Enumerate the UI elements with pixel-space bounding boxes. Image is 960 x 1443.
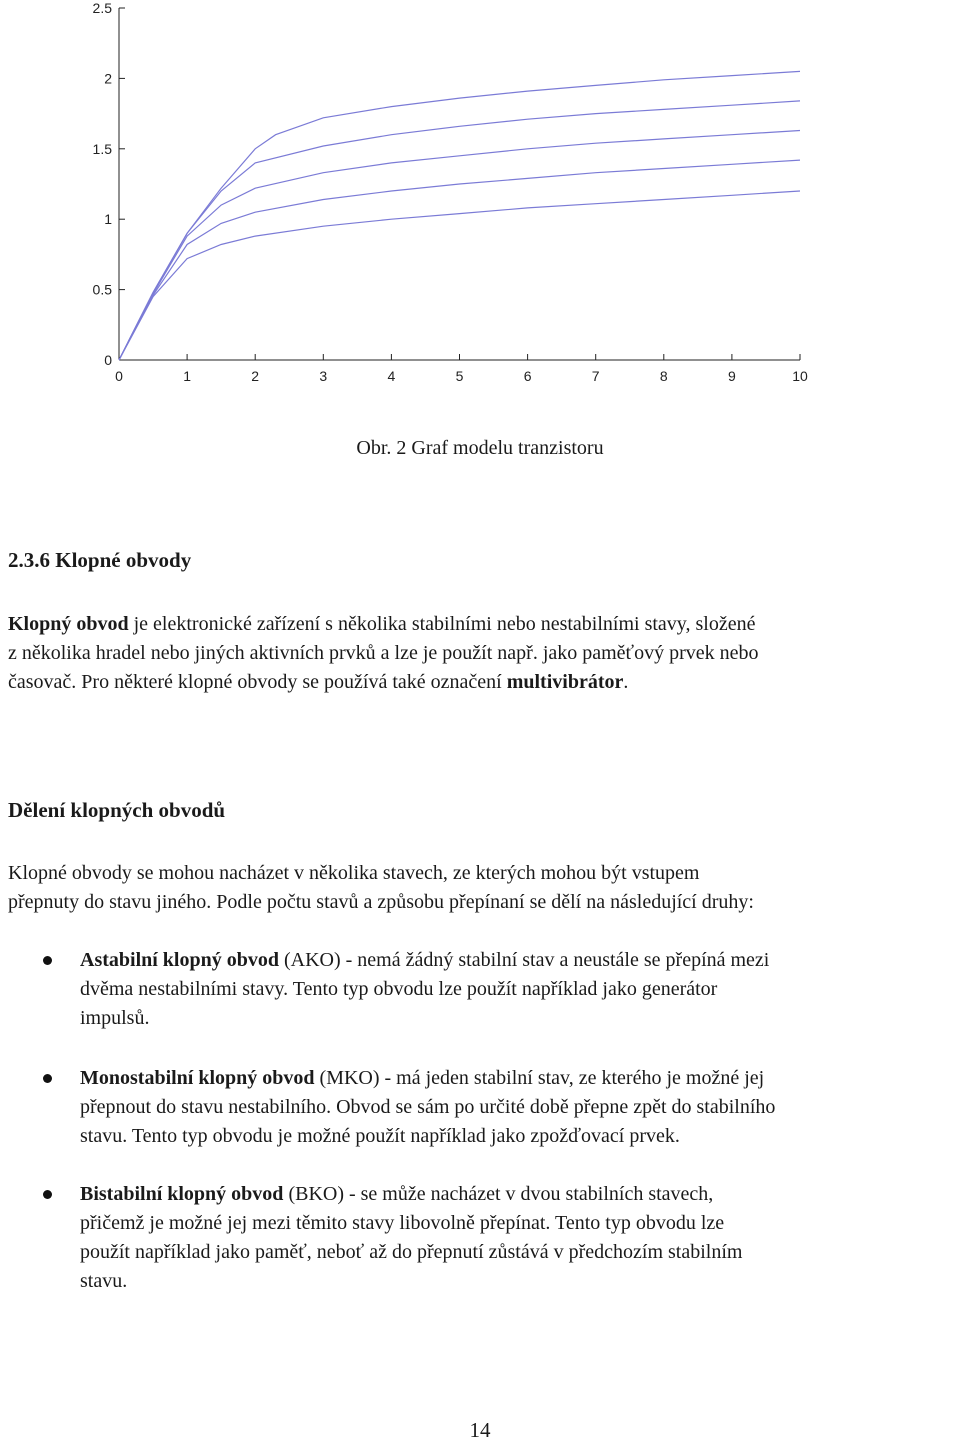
chart-series [119, 71, 800, 360]
intro-bold-term: multivibrátor [506, 671, 624, 693]
page-number: 14 [469, 1418, 491, 1442]
x-tick-label: 0 [115, 368, 123, 384]
bullet-marker [43, 956, 52, 965]
division-line-1: Klopné obvody se mohou nacházet v několika stavech, ze kterých mohou být vstupem [8, 862, 700, 884]
x-tick-label: 2 [251, 368, 260, 384]
bullet-item-mko: Monostabilní klopný obvod (MKO) - má jeden stabilní stav, ze kterého je možné jej přepnout do stavu nestabilního. Obvod se sám po určité době přepne zpět do stabilního stavu. Tento typ obvodu je možné použít například jako zpožďovací prvek. [80, 1067, 776, 1147]
y-tick-label: 0 [104, 352, 112, 368]
bullet-marker [43, 1190, 52, 1199]
x-tick-label: 7 [591, 368, 600, 384]
x-tick-label: 8 [659, 368, 668, 384]
section-heading: 2.3.6 Klopné obvody [8, 548, 192, 572]
y-tick-label: 1 [104, 211, 112, 228]
series-line [119, 191, 800, 360]
intro-line-1: Klopný obvod je elektronické zařízení s několika stabilními nebo nestabilními stavy, složené [8, 613, 756, 635]
x-tick-label: 6 [523, 368, 532, 384]
division-paragraph [8, 859, 958, 917]
x-tick-label: 4 [387, 368, 396, 384]
x-tick-label: 10 [792, 368, 808, 384]
subheading: Dělení klopných obvodů [8, 798, 226, 822]
y-tick-label: 2 [104, 70, 112, 87]
bullet-marker [43, 1074, 52, 1083]
x-tick-label: 5 [455, 368, 464, 384]
x-tick-label: 3 [319, 368, 328, 384]
intro-term: Klopný obvod [8, 613, 129, 635]
y-tick-label: 1.5 [92, 140, 112, 157]
series-line [119, 71, 800, 360]
bullet-term: Bistabilní klopný obvod [80, 1183, 284, 1205]
y-tick-label: 0.5 [92, 281, 112, 298]
intro-line-2: z několika hradel nebo jiných aktivních prvků a lze je použít např. jako paměťový prvek nebo [8, 642, 759, 664]
bullet-item-ako: Astabilní klopný obvod (AKO) - nemá žádný stabilní stav a neustále se přepíná mezi dvěma nestabilními stavy. Tento typ obvodu lze použít například jako generátor impulsů. [80, 949, 770, 1029]
intro-paragraph [8, 610, 958, 697]
series-line [119, 160, 800, 360]
bullet-term: Monostabilní klopný obvod [80, 1067, 315, 1089]
y-tick-label: 2.5 [92, 0, 112, 16]
figure-caption: Obr. 2 Graf modelu tranzistoru [356, 437, 604, 459]
series-line [119, 101, 800, 360]
bullet-term: Astabilní klopný obvod [80, 949, 279, 971]
transistor-model-chart [0, 0, 960, 400]
series-line [119, 131, 800, 361]
x-tick-label: 1 [183, 368, 191, 384]
chart-ticks [93, 0, 808, 384]
intro-line-3: časovač. Pro některé klopné obvody se používá také označení multivibrátor. [8, 671, 629, 693]
bullet-item-bko: Bistabilní klopný obvod (BKO) - se může nacházet v dvou stabilních stavech, přičemž je možné jej mezi těmito stavy libovolně přepínat. Tento typ obvodu lze použít například jako paměť, neboť až do přepnutí zůstává v předchozím stabilním stavu. [80, 1183, 743, 1292]
division-line-2: přepnuty do stavu jiného. Podle počtu stavů a způsobu přepínaní se dělí na následující druhy: [8, 891, 754, 913]
x-tick-label: 9 [728, 368, 736, 384]
